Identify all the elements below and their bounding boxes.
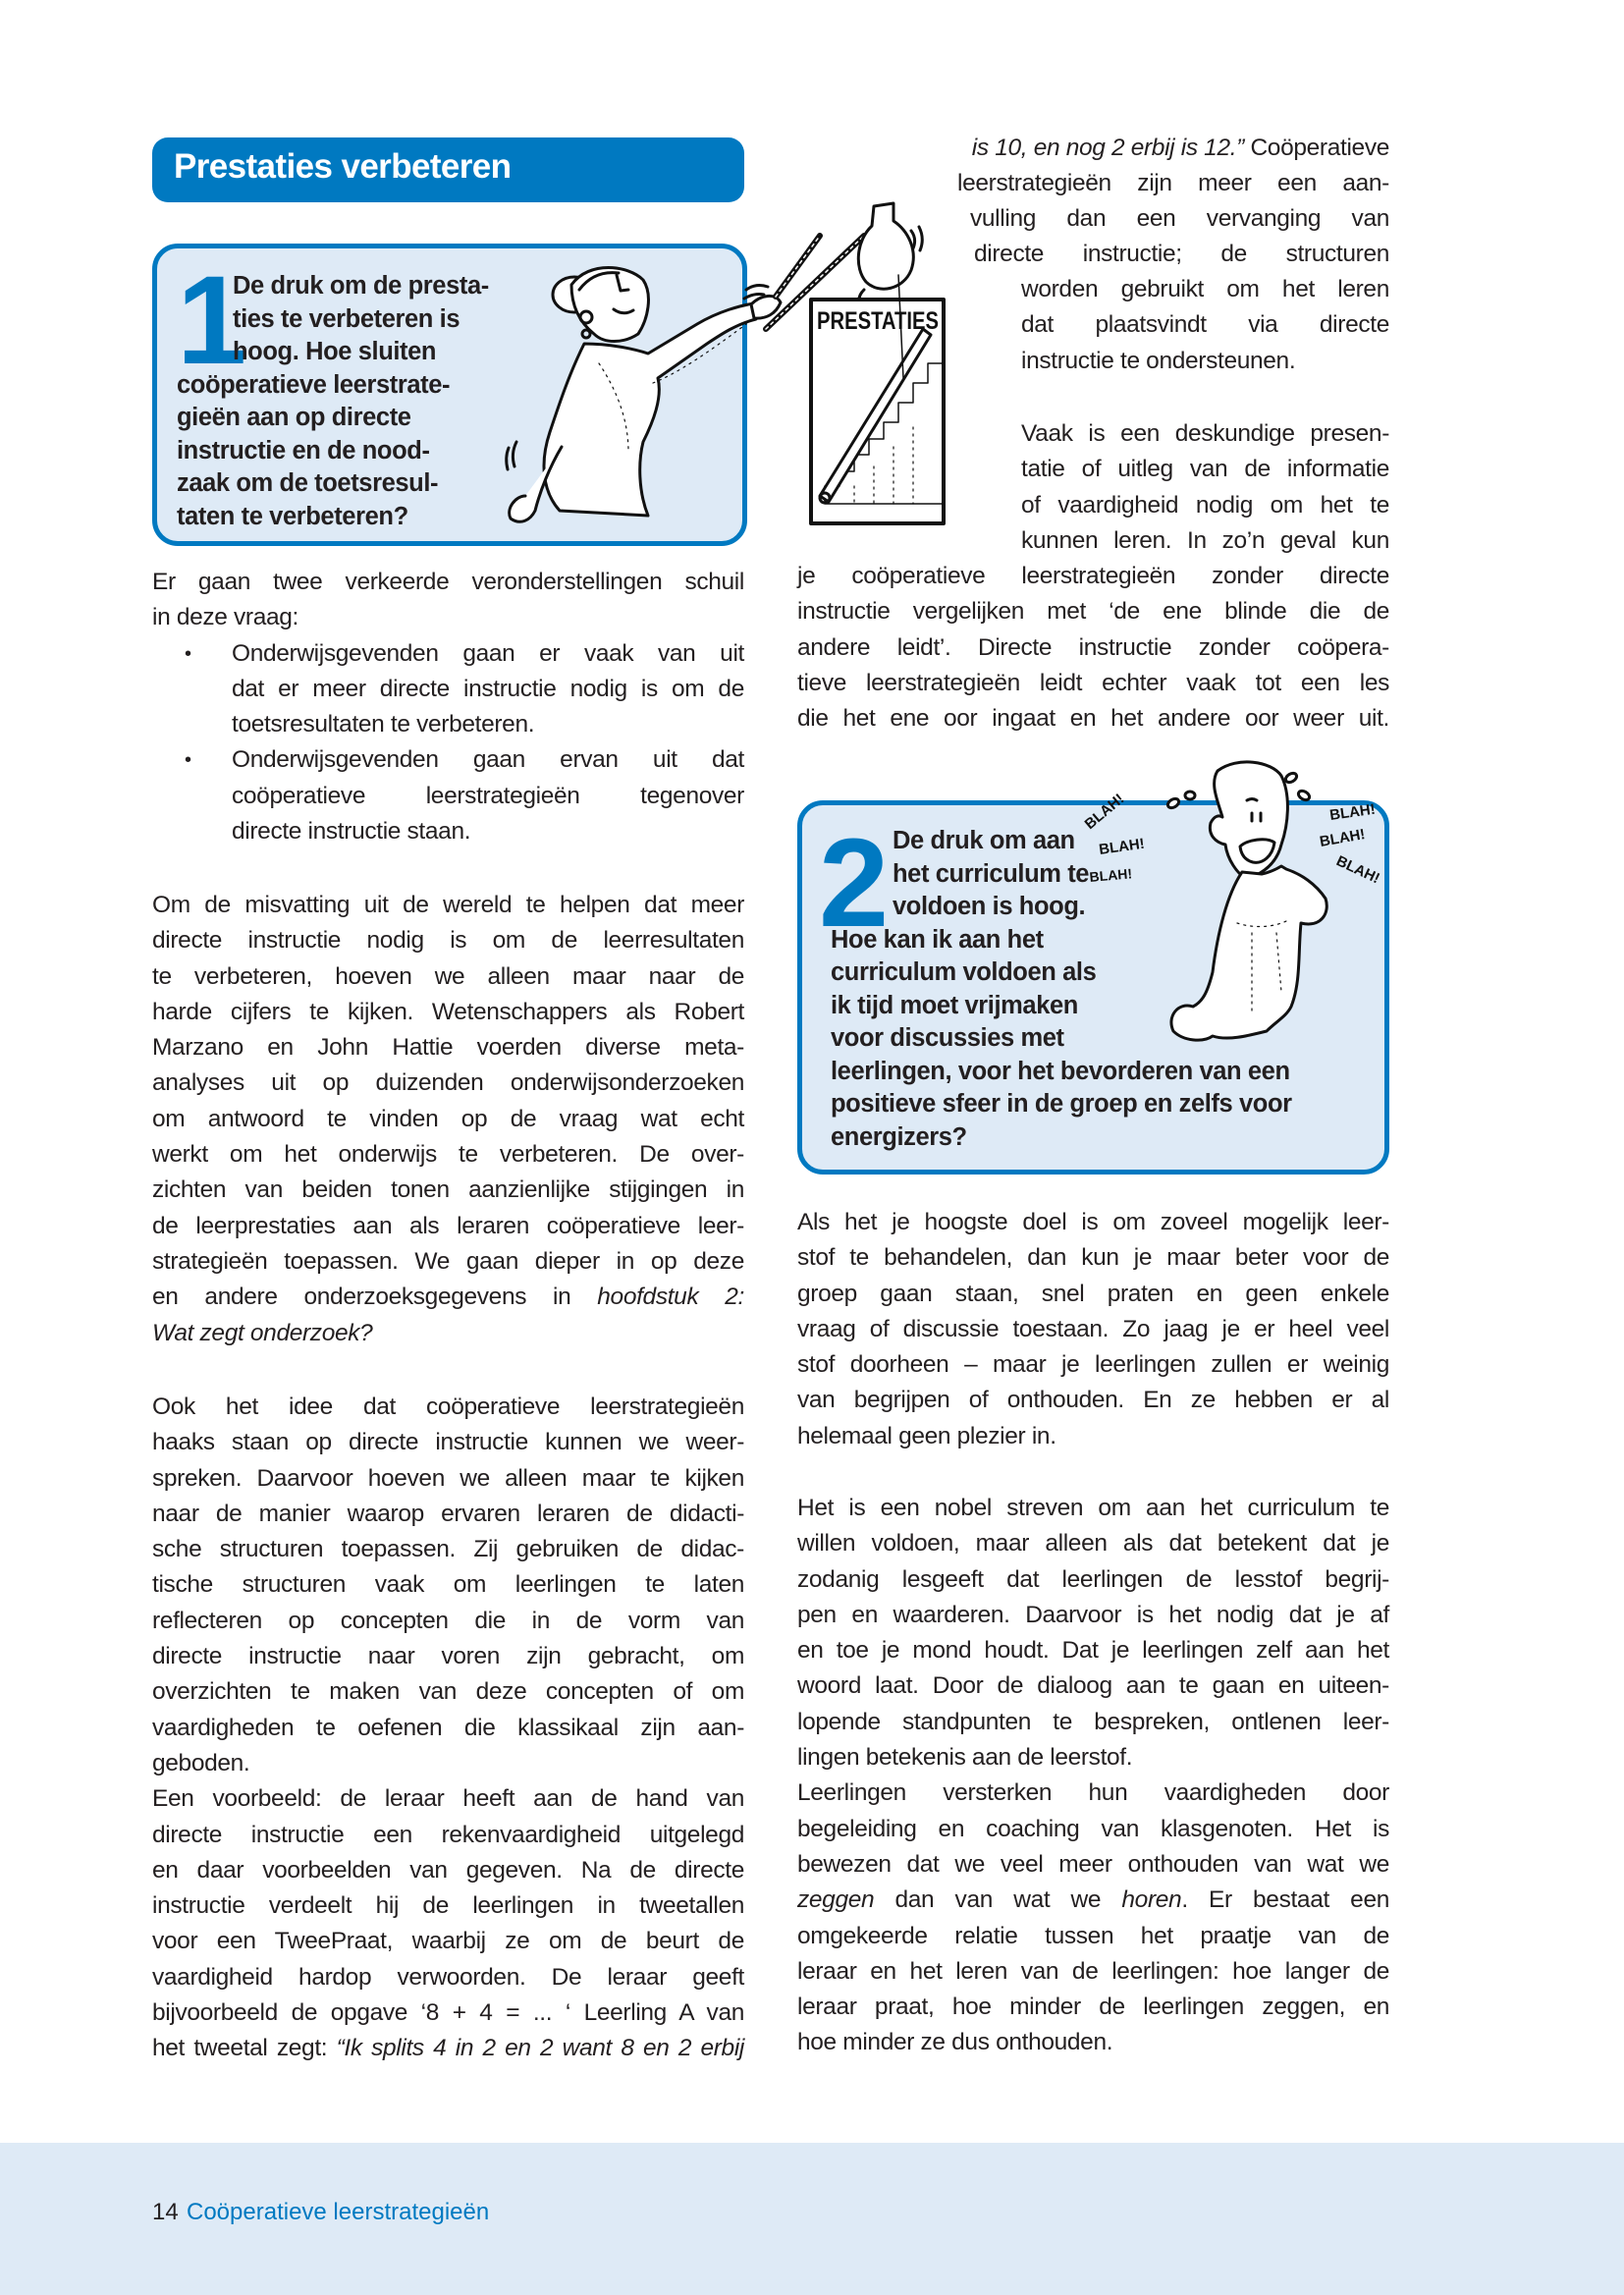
text-block: [1021, 272, 1389, 379]
text-line: pen en waarderen. Daarvoor is het nodig dat je af: [797, 1601, 1389, 1628]
list-item: [152, 636, 744, 743]
text-line: instructie vergelijken met ‘de ene blinde die de: [797, 598, 1389, 626]
text-line: vulling dan een vervanging van: [970, 205, 1389, 232]
talking-man-illustration: [1080, 756, 1394, 1080]
question-line: De druk om de presta-: [233, 272, 489, 300]
text-line: werkt om het onderwijs te verbeteren. De over-: [152, 1141, 744, 1169]
text-line: helemaal geen plezier in.: [797, 1422, 1056, 1449]
text-line: Om de misvatting uit de wereld te helpen dat meer: [152, 892, 744, 918]
list-item: [152, 742, 744, 849]
text-line: [797, 1883, 1389, 1918]
question-text: [177, 270, 489, 533]
question-line: hoog. Hoe sluiten: [233, 338, 437, 365]
text-line: reflecteren op concepten die in de vorm van: [152, 1607, 744, 1634]
question-line: energizers?: [831, 1122, 967, 1151]
text-run: het tweetal zegt:: [152, 2035, 337, 2062]
emphasis: horen: [1121, 1886, 1182, 1914]
bullet-icon: •: [185, 642, 191, 665]
text-line: geboden.: [152, 1749, 250, 1776]
text-line: bijvoorbeeld de opgave ‘8 + 4 = ... ‘ Leerling A van: [152, 1999, 744, 2027]
text-block: [974, 237, 1389, 272]
text-line: in deze vraag:: [152, 604, 299, 631]
text-line: zichten van beiden tonen aanzienlijke stijgingen in: [152, 1176, 744, 1204]
text-line: en toe je mond houdt. Dat je leerlingen zelf aan het: [797, 1637, 1389, 1665]
contradiction-paragraph: [152, 1390, 744, 2067]
text-line: voor een TweePraat, waarbij ze om de beurt de: [152, 1928, 744, 1955]
bullet-icon: •: [185, 749, 191, 772]
question-line: De druk om aan: [893, 827, 1075, 854]
text-line: harde cijfers te kijken. Wetenschappers als Robert: [152, 998, 744, 1025]
student-quote: “Ik splits 4 in 2 en 2 want 8 en 2 erbij: [336, 2035, 745, 2062]
text-line: je coöperatieve leerstrategieën zonder directe: [797, 563, 1389, 589]
curriculum-paragraph: [797, 1205, 1389, 1454]
text-line: om antwoord te vinden op de vraag wat echt: [152, 1105, 744, 1132]
question-line: voor discussies met: [831, 1024, 1064, 1052]
text-line: stof te behandelen, dan kun je maar beter voor de: [797, 1244, 1389, 1272]
text-line: Marzano en John Hattie voerden diverse meta-: [152, 1034, 744, 1062]
text-line: hoe minder ze dus onthouden.: [797, 2029, 1113, 2056]
section-header: [152, 137, 744, 202]
question-number: 2: [819, 813, 886, 954]
text-line: coöperatieve leerstrategieën tegenover: [232, 782, 744, 809]
text-line: die het ene oor ingaat en het andere oor weer uit.: [797, 705, 1389, 733]
text-line: bewezen dat we veel meer onthouden van wat we: [797, 1850, 1389, 1878]
question-line: positieve sfeer in de groep en zelfs voor: [831, 1090, 1292, 1118]
text-line: lopende standpunten te bespreken, ontlenen leer-: [797, 1708, 1389, 1735]
question-number: 1: [177, 250, 244, 391]
continuation-paragraph: [943, 131, 1389, 166]
text-line: te verbeteren, hoeven we alleen maar naar de: [152, 962, 744, 990]
text-line: directe instructie naar voren zijn gebracht, om: [152, 1643, 744, 1670]
text-line: andere leidt’. Directe instructie zonder coöpera-: [797, 633, 1389, 661]
text-line: tieve leerstrategieën leidt echter vaak tot een les: [797, 669, 1389, 696]
text-line: of vaardigheid nodig om het te: [1021, 491, 1389, 519]
text-line: directe instructie; de structuren: [974, 241, 1389, 267]
chapter-reference: hoofdstuk 2:: [597, 1284, 744, 1311]
page-footer: [0, 2143, 1624, 2295]
text-line: Het is een nobel streven om aan het curriculum te: [797, 1495, 1389, 1521]
question-line: ties te verbeteren is: [233, 304, 460, 333]
text-line: tatie of uitleg van de informatie: [1021, 456, 1389, 483]
text-line: kunnen leren. In zo’n geval kun: [1021, 526, 1389, 554]
question-line: coöperatieve leerstrate-: [177, 370, 451, 399]
prestaties-label: PRESTATIES: [817, 307, 939, 335]
question-line: het curriculum te: [893, 859, 1090, 888]
question-line: leerlingen, voor het bevorderen van een: [831, 1057, 1290, 1085]
text-block: [797, 559, 1389, 737]
blah-word: BLAH!: [1318, 826, 1367, 850]
question-line: taten te verbeteren?: [177, 502, 408, 530]
text-line: omgekeerde relatie tussen het praatje van de: [797, 1922, 1389, 1949]
noble-goal-paragraph: [797, 1491, 1389, 2061]
text-run: . Er bestaat een: [1181, 1886, 1389, 1914]
text-line: vaardigheden te oefenen die klassikaal zijn aan-: [152, 1714, 744, 1741]
question-line: zaak om de toetsresul-: [177, 469, 439, 497]
text-line: [152, 1316, 744, 1351]
blah-word: BLAH!: [1088, 865, 1133, 885]
woman-pulling-rope-illustration: [481, 196, 795, 550]
text-line: Leerlingen versterken hun vaardigheden door: [797, 1779, 1389, 1807]
text-run: Coöperatieve: [1244, 135, 1389, 161]
text-line: overzichten te maken van deze concepten of om: [152, 1678, 744, 1706]
text-line: begeleiding en coaching van klasgenoten. Het is: [797, 1815, 1389, 1842]
assumption-list: [152, 636, 744, 850]
text-line: Onderwijsgevenden gaan er vaak van uit: [232, 639, 744, 667]
question-line: Hoe kan ik aan het: [831, 925, 1044, 954]
text-line: vraag of discussie toestaan. Zo jaag je er heel veel: [797, 1315, 1389, 1342]
text-line: Als het je hoogste doel is om zoveel mogelijk leer-: [797, 1209, 1389, 1235]
text-line: en daar voorbeelden van gegeven. Na de directe: [152, 1856, 744, 1884]
text-block: [970, 201, 1389, 237]
text-line: stof doorheen – maar je leerlingen zullen er weinig: [797, 1351, 1389, 1379]
text-line: van begrijpen of onthouden. En ze hebben er al: [797, 1387, 1389, 1414]
section-title: Prestaties verbeteren: [174, 147, 512, 186]
text-line: Onderwijsgevenden gaan ervan uit dat: [232, 746, 744, 774]
text-line: spreken. Daarvoor hoeven we alleen maar te kijken: [152, 1464, 744, 1492]
text-line: toetsresultaten te verbeteren.: [232, 711, 535, 738]
text-line: woord laat. Door de dialoog aan te gaan en uiteen-: [797, 1672, 1389, 1700]
text-line: haaks staan op directe instructie kunnen we weer-: [152, 1429, 744, 1456]
text-line: Vaak is een deskundige presen-: [1021, 420, 1389, 447]
expert-presentation-paragraph: [1021, 416, 1389, 559]
text-line: Er gaan twee verkeerde veronderstellingen schuil: [152, 569, 744, 595]
text-run: en andere onderzoeksgegevens in: [152, 1284, 598, 1311]
page-number: 14: [152, 2199, 179, 2225]
text-line: directe instructie staan.: [232, 818, 471, 846]
text-line: Ook het idee dat coöperatieve leerstrategieën: [152, 1393, 744, 1420]
text-line: [943, 131, 1389, 166]
student-quote: is 10, en nog 2 erbij is 12.”: [971, 135, 1244, 161]
emphasis: zeggen: [797, 1886, 875, 1914]
text-line: naar de manier waarop ervaren leraren de didacti-: [152, 1500, 744, 1527]
text-line: zodanig lesgeeft dat leerlingen de lesstof begrij-: [797, 1565, 1389, 1593]
text-line: willen voldoen, maar alleen als dat betekent dat je: [797, 1530, 1389, 1557]
misconception-paragraph: [152, 888, 744, 1351]
text-line: tische structuren vaak om leerlingen te laten: [152, 1571, 744, 1599]
text-line: worden gebruikt om het leren: [1021, 276, 1389, 302]
text-line: directe instructie nodig is om de leerresultaten: [152, 927, 744, 955]
text-line: [152, 2031, 744, 2066]
text-line: strategieën toepassen. We gaan dieper in op deze: [152, 1247, 744, 1275]
question-line: instructie en de nood-: [177, 436, 430, 464]
question-line: ik tijd moet vrijmaken: [831, 991, 1078, 1019]
continuation-paragraph-lines: [957, 166, 1389, 201]
text-line: vaardigheid hardop verwoorden. De leraar geeft: [152, 1963, 744, 1991]
chapter-reference: Wat zegt onderzoek?: [152, 1319, 373, 1346]
text-line: dat er meer directe instructie nodig is om de: [232, 675, 744, 702]
blah-word: BLAH!: [1098, 835, 1146, 858]
blah-word: BLAH!: [1081, 791, 1128, 834]
question-line: voldoen is hoog.: [893, 893, 1086, 920]
text-line: sche structuren toepassen. Zij gebruiken de didac-: [152, 1536, 744, 1563]
text-line: groep gaan staan, snel praten en geen enkele: [797, 1280, 1389, 1307]
text-line: instructie te ondersteunen.: [1021, 347, 1296, 374]
text-line: [152, 1280, 744, 1315]
text-line: instructie verdeelt hij de leerlingen in tweetallen: [152, 1892, 744, 1920]
text-run: dan van wat we: [874, 1886, 1122, 1914]
text-line: Een voorbeeld: de leraar heeft aan de hand van: [152, 1785, 744, 1813]
text-line: leraar praat, hoe minder de leerlingen zeggen, en: [797, 1994, 1389, 2021]
text-line: dat plaatsvindt via directe: [1021, 311, 1389, 339]
text-line: analyses uit op duizenden onderwijsonderzoeken: [152, 1069, 744, 1097]
text-line: lingen betekenis aan de leerstof.: [797, 1744, 1133, 1772]
text-line: leerstrategieën zijn meer een aan-: [957, 170, 1389, 196]
running-title: Coöperatieve leerstrategieën: [187, 2199, 490, 2225]
text-line: de leerprestaties aan als leraren coöperatieve leer-: [152, 1212, 744, 1239]
blah-word: BLAH!: [1328, 800, 1377, 824]
question-line: curriculum voldoen als: [831, 958, 1097, 986]
blah-word: BLAH!: [1333, 852, 1382, 888]
text-line: leraar en het leren van de leerlingen: hoe langer de: [797, 1957, 1389, 1985]
intro-paragraph: [152, 565, 744, 849]
question-line: gieën aan op directe: [177, 404, 411, 431]
text-line: directe instructie een rekenvaardigheid uitgelegd: [152, 1821, 744, 1848]
